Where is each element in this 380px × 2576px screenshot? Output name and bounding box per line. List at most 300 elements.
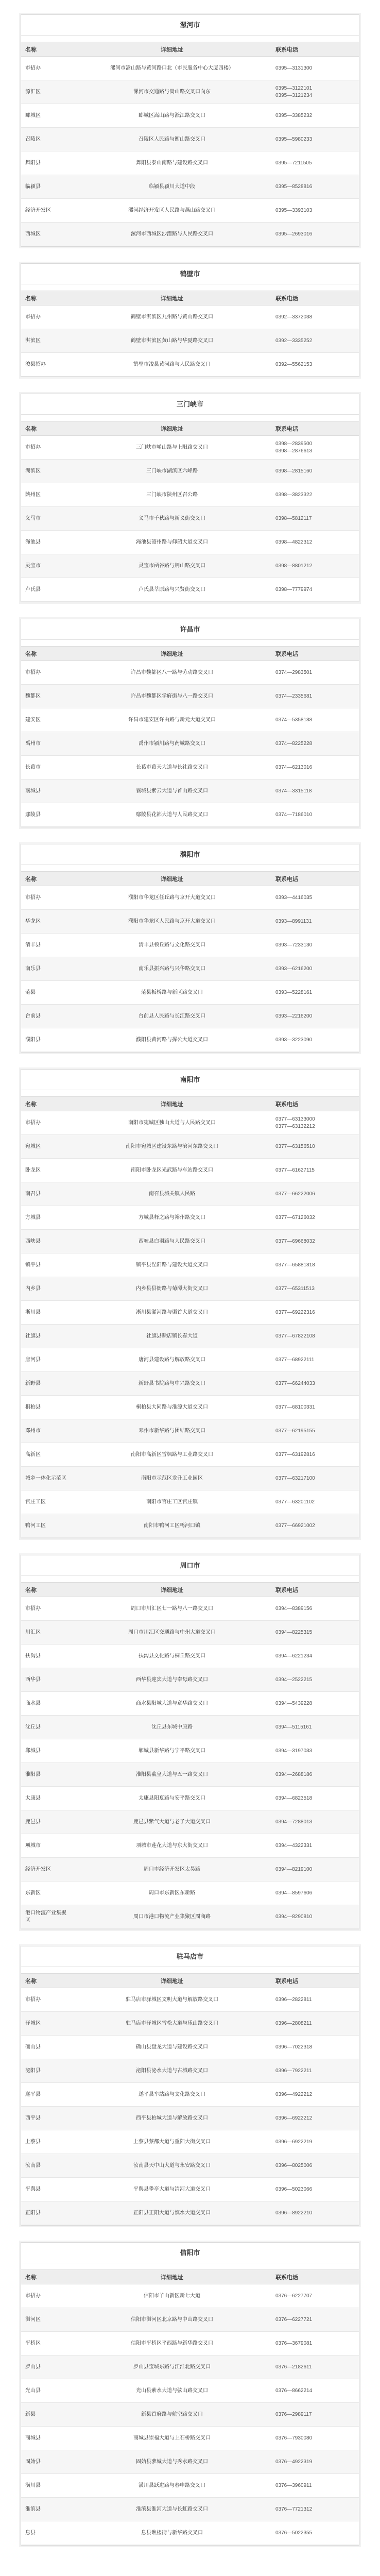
office-table — [21, 421, 359, 602]
office-phone: 0376—7721312 — [271, 2498, 359, 2521]
table-header-row — [21, 421, 359, 436]
table-row — [21, 957, 359, 981]
table-row — [21, 803, 359, 827]
office-address: 商城县崇福大道与上石桥路交叉口 — [73, 2427, 271, 2450]
office-name: 襄城县 — [21, 779, 73, 803]
office-name: 西峡县 — [21, 1230, 73, 1253]
office-name: 鄢陵县 — [21, 803, 73, 827]
office-address: 驻马店市驿城区雪松大道与乐山路交叉口 — [73, 2012, 271, 2036]
header-address: 详细地址 — [73, 291, 271, 306]
office-address: 西平县柏城大道与解放路交叉口 — [73, 2107, 271, 2130]
office-address: 漯河市西城区沙澧路与人民路交叉口 — [73, 223, 271, 246]
office-name: 临颍县 — [21, 175, 73, 199]
office-name: 商城县 — [21, 2427, 73, 2450]
office-phone: 0377—67126032 — [271, 1206, 359, 1230]
office-address: 长葛市葛天大道与长社路交叉口 — [73, 756, 271, 779]
table-row — [21, 1348, 359, 1372]
office-phone: 0376—4922319 — [271, 2450, 359, 2474]
office-phone: 0374—7186010 — [271, 803, 359, 827]
office-name: 镇平县 — [21, 1253, 73, 1277]
office-phone: 0377—69668032 — [271, 1230, 359, 1253]
table-header-row — [21, 647, 359, 661]
header-name: 名称 — [21, 421, 73, 436]
table-row — [21, 1325, 359, 1348]
table-row — [21, 1277, 359, 1301]
office-address: 南阳市鸭河工区鸭河口镇 — [73, 1514, 271, 1538]
section-card — [21, 263, 359, 377]
table-row — [21, 2474, 359, 2498]
office-phone: 0395—8528816 — [271, 175, 359, 199]
header-address: 详细地址 — [73, 872, 271, 886]
office-phone: 0395—3122101 0395—3121234 — [271, 80, 359, 104]
table-row — [21, 886, 359, 910]
table-row — [21, 661, 359, 685]
office-table — [21, 42, 359, 246]
office-name: 光山县 — [21, 2379, 73, 2403]
section-title: 三门峡市 — [21, 394, 359, 415]
office-phone: 0377—66222006 — [271, 1182, 359, 1206]
header-phone: 联系电话 — [271, 1974, 359, 1988]
office-name: 高新区 — [21, 1443, 73, 1467]
table-row — [21, 460, 359, 483]
office-phone: 0396—7922211 — [271, 2059, 359, 2083]
section-card — [21, 1555, 359, 1929]
table-row — [21, 1988, 359, 2012]
table-row — [21, 199, 359, 223]
table-row — [21, 104, 359, 128]
office-phone: 0393—7233130 — [271, 934, 359, 957]
table-row — [21, 1739, 359, 1763]
table-row — [21, 2521, 359, 2545]
table-row — [21, 732, 359, 756]
office-phone: 0395—3385232 — [271, 104, 359, 128]
section-card — [21, 844, 359, 1053]
office-phone: 0376—5022355 — [271, 2521, 359, 2545]
office-address: 遂平县车站路与文化路交叉口 — [73, 2083, 271, 2107]
table-row — [21, 1396, 359, 1419]
table-row — [21, 708, 359, 732]
office-address: 南阳市官庄工区官庄镇 — [73, 1490, 271, 1514]
office-phone: 0394—8597606 — [271, 1882, 359, 1905]
office-phone: 0377—68922111 — [271, 1348, 359, 1372]
office-address: 罗山县宝城东路与江淮北路交叉口 — [73, 2355, 271, 2379]
office-name: 市招办 — [21, 886, 73, 910]
header-address: 详细地址 — [73, 1097, 271, 1111]
table-row — [21, 1514, 359, 1538]
office-name: 卧龙区 — [21, 1159, 73, 1182]
office-name: 西平县 — [21, 2107, 73, 2130]
office-name: 鸭河工区 — [21, 1514, 73, 1538]
office-name: 泌阳县 — [21, 2059, 73, 2083]
table-row — [21, 2332, 359, 2355]
spacer — [21, 36, 359, 42]
table-row — [21, 2427, 359, 2450]
office-name: 遂平县 — [21, 2083, 73, 2107]
section-card — [21, 2242, 359, 2546]
office-name: 淮滨县 — [21, 2498, 73, 2521]
section-title: 周口市 — [21, 1555, 359, 1576]
table-row — [21, 1159, 359, 1182]
table-row — [21, 1467, 359, 1490]
table-row — [21, 1858, 359, 1882]
office-name: 魏都区 — [21, 685, 73, 708]
office-phone: 0394—5439228 — [271, 1692, 359, 1716]
office-name: 西城区 — [21, 223, 73, 246]
spacer — [21, 415, 359, 421]
section-title: 驻马店市 — [21, 1946, 359, 1967]
office-address: 范县板桥路与新区路交叉口 — [73, 981, 271, 1005]
office-name: 市招办 — [21, 436, 73, 460]
header-name: 名称 — [21, 872, 73, 886]
table-row — [21, 1490, 359, 1514]
office-name: 灵宝市 — [21, 554, 73, 578]
office-name: 浉河区 — [21, 2308, 73, 2332]
header-name: 名称 — [21, 42, 73, 57]
office-phone: 0377—62195155 — [271, 1419, 359, 1443]
office-address: 濮阳县黄河路与挥公大道交叉口 — [73, 1028, 271, 1052]
table-row — [21, 1135, 359, 1159]
office-address: 渑池县韶州路与仰韶大道交叉口 — [73, 531, 271, 554]
office-address: 许昌市魏都区学府街与八一路交叉口 — [73, 685, 271, 708]
office-phone: 0376—3679081 — [271, 2332, 359, 2355]
office-phone: 0394—2522215 — [271, 1668, 359, 1692]
office-address: 鹿邑县紫气大道与老子大道交叉口 — [73, 1810, 271, 1834]
table-row — [21, 685, 359, 708]
spacer — [21, 1090, 359, 1096]
office-phone: 0374—5358188 — [271, 708, 359, 732]
table-row — [21, 578, 359, 602]
spacer — [21, 865, 359, 871]
office-address: 襄城县紫云大道与首山路交叉口 — [73, 779, 271, 803]
office-phone: 0398—2839500 0398—2876613 — [271, 436, 359, 460]
office-address: 漯河市嵩山路与黄河路口北（市民服务中心大厦四楼） — [73, 57, 271, 80]
table-header-row — [21, 291, 359, 306]
header-address: 详细地址 — [73, 1974, 271, 1988]
table-header-row — [21, 872, 359, 886]
office-address: 许昌市魏都区八一路与劳动路交叉口 — [73, 661, 271, 685]
office-address: 鹤壁市淇滨区黄山路与华夏路交叉口 — [73, 329, 271, 353]
table-row — [21, 1206, 359, 1230]
spacer — [21, 1576, 359, 1582]
table-row — [21, 2178, 359, 2201]
office-phone: 0376—6227707 — [271, 2284, 359, 2308]
office-phone: 0396—5023066 — [271, 2178, 359, 2201]
header-address: 详细地址 — [73, 421, 271, 436]
office-phone: 0396—8025006 — [271, 2154, 359, 2178]
office-phone: 0377—63217100 — [271, 1467, 359, 1490]
table-row — [21, 1905, 359, 1929]
table-row — [21, 1692, 359, 1716]
table-row — [21, 1716, 359, 1739]
office-name: 清丰县 — [21, 934, 73, 957]
office-name: 新县 — [21, 2403, 73, 2427]
office-table — [21, 291, 359, 377]
office-name: 东新区 — [21, 1882, 73, 1905]
table-row — [21, 2036, 359, 2059]
table-row — [21, 2379, 359, 2403]
office-name: 源汇区 — [21, 80, 73, 104]
table-row — [21, 306, 359, 329]
office-address: 泌阳县泌水大道与古城路交叉口 — [73, 2059, 271, 2083]
office-address: 鄢陵县花都大道与人民路交叉口 — [73, 803, 271, 827]
table-row — [21, 2012, 359, 2036]
office-name: 上蔡县 — [21, 2130, 73, 2154]
office-phone: 0394—3197033 — [271, 1739, 359, 1763]
office-phone: 0377—63201102 — [271, 1490, 359, 1514]
table-row — [21, 1763, 359, 1787]
office-phone: 0396—2808211 — [271, 2012, 359, 2036]
office-address: 召陵区人民路与衡山路交叉口 — [73, 128, 271, 151]
table-row — [21, 507, 359, 531]
office-address: 漯河市交通路与嵩山路交叉口向东 — [73, 80, 271, 104]
office-phone: 0376—2989117 — [271, 2403, 359, 2427]
header-name: 名称 — [21, 1097, 73, 1111]
header-name: 名称 — [21, 291, 73, 306]
office-phone: 0393—4416035 — [271, 886, 359, 910]
office-phone: 0396—2822811 — [271, 1988, 359, 2012]
header-phone: 联系电话 — [271, 2270, 359, 2284]
office-address: 台前县人民路与长江路交叉口 — [73, 1005, 271, 1028]
office-phone: 0398—7779974 — [271, 578, 359, 602]
office-phone: 0392—5562153 — [271, 353, 359, 377]
office-phone: 0394—8225315 — [271, 1621, 359, 1645]
header-phone: 联系电话 — [271, 647, 359, 661]
office-address: 新野县书院路与中兴路交叉口 — [73, 1372, 271, 1396]
office-name: 建安区 — [21, 708, 73, 732]
office-name: 太康县 — [21, 1787, 73, 1810]
section-title: 濮阳市 — [21, 844, 359, 865]
office-phone: 0392—3335252 — [271, 329, 359, 353]
table-row — [21, 2308, 359, 2332]
header-address: 详细地址 — [73, 647, 271, 661]
section-card — [21, 394, 359, 602]
office-phone: 0377—63156510 — [271, 1135, 359, 1159]
table-header-row — [21, 42, 359, 57]
office-name: 渑池县 — [21, 531, 73, 554]
office-address: 周口市港口物流产业集聚区周商路 — [73, 1905, 271, 1929]
table-row — [21, 329, 359, 353]
office-phone: 0396—6922212 — [271, 2107, 359, 2130]
office-name: 长葛市 — [21, 756, 73, 779]
spacer — [21, 640, 359, 646]
office-name: 汝南县 — [21, 2154, 73, 2178]
office-name: 市招办 — [21, 2284, 73, 2308]
office-phone: 0398—5812117 — [271, 507, 359, 531]
office-address: 灵宝市函谷路与荆山路交叉口 — [73, 554, 271, 578]
table-row — [21, 2130, 359, 2154]
table-row — [21, 1443, 359, 1467]
office-address: 项城市莲花大道与东大街交叉口 — [73, 1834, 271, 1858]
office-name: 市招办 — [21, 57, 73, 80]
office-address: 南阳市卧龙区光武路与车站路交叉口 — [73, 1159, 271, 1182]
office-address: 禹州市颍川路与药城路交叉口 — [73, 732, 271, 756]
office-table — [21, 1582, 359, 1929]
office-name: 湖滨区 — [21, 460, 73, 483]
office-phone: 0392—3372038 — [271, 306, 359, 329]
office-address: 桐柏县大同路与淮源大道交叉口 — [73, 1396, 271, 1419]
office-name: 市招办 — [21, 1597, 73, 1621]
office-address: 三门峡市陕州区召公路 — [73, 483, 271, 507]
office-name: 陕州区 — [21, 483, 73, 507]
office-address: 三门峡市崤山路与上阳路交叉口 — [73, 436, 271, 460]
office-phone: 0377—65311513 — [271, 1277, 359, 1301]
office-address: 南阳市高新区雪枫路与工业路交叉口 — [73, 1443, 271, 1467]
header-name: 名称 — [21, 647, 73, 661]
office-phone: 0395—2693016 — [271, 223, 359, 246]
office-phone: 0376—2182611 — [271, 2355, 359, 2379]
office-phone: 0377—61627115 — [271, 1159, 359, 1182]
table-row — [21, 80, 359, 104]
office-address: 光山县紫水大道与弦山路交叉口 — [73, 2379, 271, 2403]
header-phone: 联系电话 — [271, 872, 359, 886]
office-address: 方城县释之路与裕州路交叉口 — [73, 1206, 271, 1230]
office-address: 驻马店市驿城区文明大道与解放路交叉口 — [73, 1988, 271, 2012]
office-address: 内乡县县衙路与菊潭大街交叉口 — [73, 1277, 271, 1301]
section-title: 许昌市 — [21, 619, 359, 640]
spacer — [21, 1967, 359, 1973]
office-name: 市招办 — [21, 1988, 73, 2012]
table-header-row — [21, 1974, 359, 1988]
office-address: 南阳市宛城区建设东路与滨河东路交叉口 — [73, 1135, 271, 1159]
section-title: 信阳市 — [21, 2243, 359, 2263]
table-row — [21, 2107, 359, 2130]
office-address: 周口市东新区东新路 — [73, 1882, 271, 1905]
office-address: 信阳市羊山新区新七大道 — [73, 2284, 271, 2308]
office-address: 镇平县涅阳路与建设大道交叉口 — [73, 1253, 271, 1277]
section-card — [21, 619, 359, 827]
office-table — [21, 646, 359, 827]
office-address: 舞阳县泰山南路与建设路交叉口 — [73, 151, 271, 175]
table-row — [21, 554, 359, 578]
office-phone: 0393—6216200 — [271, 957, 359, 981]
office-name: 沈丘县 — [21, 1716, 73, 1739]
office-phone: 0393—3223090 — [271, 1028, 359, 1052]
office-table — [21, 1096, 359, 1538]
office-phone: 0376—3960911 — [271, 2474, 359, 2498]
office-phone: 0394—7288013 — [271, 1810, 359, 1834]
office-address: 郸城县新华路与宁平路交叉口 — [73, 1739, 271, 1763]
table-row — [21, 1182, 359, 1206]
header-address: 详细地址 — [73, 1583, 271, 1597]
office-address: 清丰县顿丘路与文化路交叉口 — [73, 934, 271, 957]
office-phone: 0396—4922212 — [271, 2083, 359, 2107]
table-row — [21, 1253, 359, 1277]
office-name: 邓州市 — [21, 1419, 73, 1443]
office-address: 郾城区嵩山路与淞江路交叉口 — [73, 104, 271, 128]
office-name: 项城市 — [21, 1834, 73, 1858]
header-name: 名称 — [21, 1974, 73, 1988]
office-phone: 0374—6213016 — [271, 756, 359, 779]
office-phone: 0377—68100331 — [271, 1396, 359, 1419]
office-name: 经济开发区 — [21, 1858, 73, 1882]
office-address: 卢氏县莘原路与兴贤街交叉口 — [73, 578, 271, 602]
table-row — [21, 2284, 359, 2308]
table-row — [21, 128, 359, 151]
table-row — [21, 436, 359, 460]
table-row — [21, 1834, 359, 1858]
office-address: 临颍县颍川大道中段 — [73, 175, 271, 199]
header-name: 名称 — [21, 1583, 73, 1597]
office-name: 正阳县 — [21, 2201, 73, 2225]
office-name: 商水县 — [21, 1692, 73, 1716]
office-address: 南召县城关镇人民路 — [73, 1182, 271, 1206]
office-address: 南乐县振兴路与兴华路交叉口 — [73, 957, 271, 981]
office-address: 太康县阳夏路与安平路交叉口 — [73, 1787, 271, 1810]
office-phone: 0377—65881818 — [271, 1253, 359, 1277]
table-row — [21, 353, 359, 377]
table-row — [21, 1301, 359, 1325]
header-phone: 联系电话 — [271, 42, 359, 57]
office-phone: 0377—63133000 0377—63132212 — [271, 1111, 359, 1135]
table-row — [21, 2498, 359, 2521]
office-name: 郸城县 — [21, 1739, 73, 1763]
table-row — [21, 483, 359, 507]
table-row — [21, 2059, 359, 2083]
section-title: 南阳市 — [21, 1070, 359, 1090]
office-address: 平舆县挚亭大道与清河大道交叉口 — [73, 2178, 271, 2201]
sections-container — [21, 14, 359, 2546]
office-address: 漯河经济开发区人民路与燕山路交叉口 — [73, 199, 271, 223]
office-name: 市招办 — [21, 1111, 73, 1135]
table-row — [21, 1668, 359, 1692]
office-phone: 0374—2335681 — [271, 685, 359, 708]
office-name: 固始县 — [21, 2450, 73, 2474]
office-address: 邓州市新华路与团结路交叉口 — [73, 1419, 271, 1443]
office-address: 确山县盘龙大道与建设路交叉口 — [73, 2036, 271, 2059]
office-name: 唐河县 — [21, 1348, 73, 1372]
office-name: 舞阳县 — [21, 151, 73, 175]
office-phone: 0374—8225228 — [271, 732, 359, 756]
office-name: 淅川县 — [21, 1301, 73, 1325]
office-phone: 0377—63192816 — [271, 1443, 359, 1467]
section-card — [21, 1069, 359, 1538]
table-row — [21, 1419, 359, 1443]
office-phone: 0394—8219100 — [271, 1858, 359, 1882]
spacer — [21, 284, 359, 291]
office-phone: 0396—7022318 — [271, 2036, 359, 2059]
office-phone: 0393—2216200 — [271, 1005, 359, 1028]
office-table — [21, 871, 359, 1052]
table-row — [21, 1230, 359, 1253]
office-address: 息县谯楼街与新华路交叉口 — [73, 2521, 271, 2545]
table-row — [21, 779, 359, 803]
table-row — [21, 1028, 359, 1052]
office-name: 卢氏县 — [21, 578, 73, 602]
office-name: 召陵区 — [21, 128, 73, 151]
office-address: 义马市千秋路与新义街交叉口 — [73, 507, 271, 531]
office-address: 上蔡县蔡都大道与重阳大街交叉口 — [73, 2130, 271, 2154]
office-address: 信阳市平桥区平西路与新华路交叉口 — [73, 2332, 271, 2355]
table-row — [21, 531, 359, 554]
section-card — [21, 14, 359, 247]
office-phone: 0398—4822312 — [271, 531, 359, 554]
office-phone: 0393—5228161 — [271, 981, 359, 1005]
office-name: 港口物流产业集聚区 — [21, 1905, 73, 1929]
office-name: 平舆县 — [21, 2178, 73, 2201]
table-row — [21, 1372, 359, 1396]
table-row — [21, 151, 359, 175]
office-phone: 0374—2983501 — [271, 661, 359, 685]
office-name: 南乐县 — [21, 957, 73, 981]
header-name: 名称 — [21, 2270, 73, 2284]
header-phone: 联系电话 — [271, 291, 359, 306]
office-address: 西峡县白羽路与人民路交叉口 — [73, 1230, 271, 1253]
office-phone: 0394—6823518 — [271, 1787, 359, 1810]
office-address: 西华县迎宾大道与奉母路交叉口 — [73, 1668, 271, 1692]
office-address: 社旗县赊店镇长春大道 — [73, 1325, 271, 1348]
office-name: 社旗县 — [21, 1325, 73, 1348]
table-row — [21, 1882, 359, 1905]
